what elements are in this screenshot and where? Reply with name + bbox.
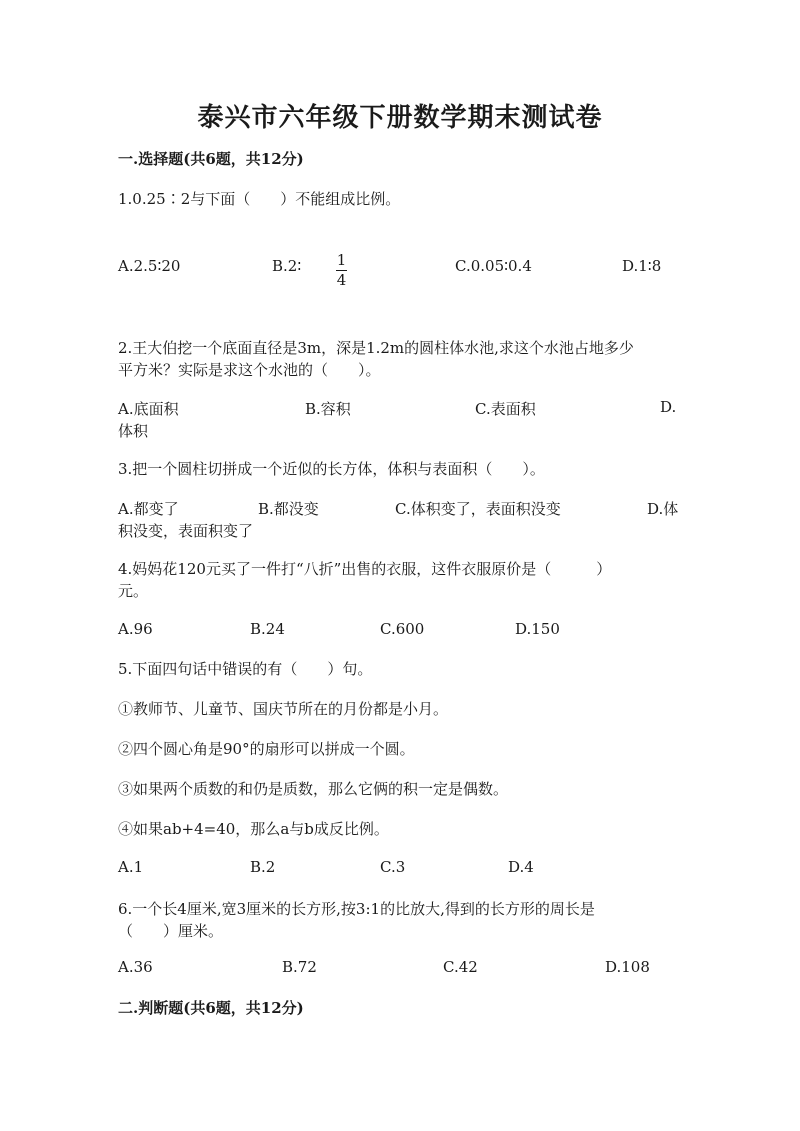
fraction-numerator: 1 [336,251,347,269]
q6-option-d: D.108 [605,958,650,976]
q3-option-b: B.都没变 [258,500,319,518]
page-title: 泰兴市六年级下册数学期末测试卷 [197,103,603,133]
q5-statement-1: ①教师节、儿童节、国庆节所在的月份都是小月。 [118,700,449,718]
q5-option-d: D.4 [508,858,534,876]
question-1: 1.0.25∶2与下面（ ）不能组成比例。 [118,190,401,208]
q3-option-a: A.都变了 [118,500,179,518]
q5-option-b: B.2 [250,858,276,876]
q2-option-d-continued: 体积 [118,422,149,440]
section-heading-judgment: 二.判断题(共6题，共12分) [118,999,304,1017]
q2-option-d: D. [660,398,677,416]
q1-option-c: C.0.05∶0.4 [455,257,532,275]
q1-option-b: B.2∶ [272,257,302,275]
q1-option-b-fraction [336,252,347,289]
q5-statement-3: ③如果两个质数的和仍是质数，那么它俩的积一定是偶数。 [118,780,509,798]
q5-option-a: A.1 [118,858,144,876]
q6-option-c: C.42 [443,958,478,976]
q6-option-a: A.36 [118,958,153,976]
q3-option-d-continued: 积没变，表面积变了 [118,522,254,540]
q5-statement-2: ②四个圆心角是90°的扇形可以拼成一个圆。 [118,740,415,758]
q3-option-c: C.体积变了，表面积没变 [395,500,561,518]
question-4-line-1: 4.妈妈花120元买了一件打“八折”出售的衣服，这件衣服原价是（ ） [118,560,612,578]
question-6-line-1: 6.一个长4厘米,宽3厘米的长方形,按3:1的比放大,得到的长方形的周长是 [118,900,595,918]
q4-option-a: A.96 [118,620,153,638]
section-heading-choice: 一.选择题(共6题，共12分) [118,150,304,168]
question-6-line-2: （ ）厘米。 [118,922,224,940]
question-2-line-1: 2.王大伯挖一个底面直径是3m，深是1.2m的圆柱体水池,求这个水池占地多少 [118,339,634,357]
fraction-denominator: 4 [336,271,347,289]
q5-option-c: C.3 [380,858,406,876]
q4-option-d: D.150 [515,620,560,638]
q2-option-c: C.表面积 [475,400,536,418]
question-3: 3.把一个圆柱切拼成一个近似的长方体，体积与表面积（ ）。 [118,460,545,478]
q5-statement-4: ④如果ab+4=40，那么a与b成反比例。 [118,820,389,838]
question-2-line-2: 平方米？实际是求这个水池的（ ）。 [118,361,381,379]
q1-option-d: D.1∶8 [622,257,662,275]
q2-option-a: A.底面积 [118,400,179,418]
q4-option-c: C.600 [380,620,425,638]
q1-option-a: A.2.5∶20 [118,257,181,275]
question-4-line-2: 元。 [118,582,149,600]
q4-option-b: B.24 [250,620,285,638]
q6-option-b: B.72 [282,958,317,976]
q2-option-b: B.容积 [305,400,351,418]
q3-option-d: D.体 [647,500,679,518]
question-5: 5.下面四句话中错误的有（ ）句。 [118,660,373,678]
